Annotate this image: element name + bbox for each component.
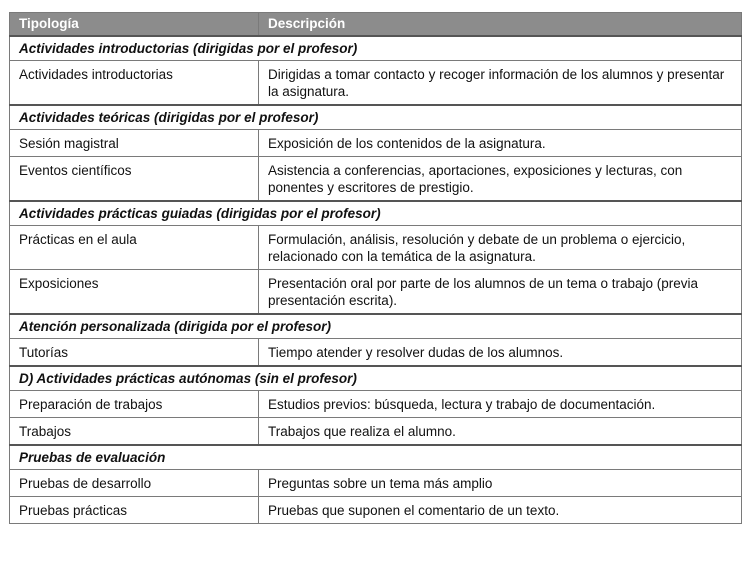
cell-tipologia: Pruebas prácticas xyxy=(10,497,259,524)
table-row xyxy=(10,270,742,315)
section-title: Atención personalizada (dirigida por el profesor) xyxy=(10,314,742,339)
cell-tipologia: Pruebas de desarrollo xyxy=(10,470,259,497)
table-row xyxy=(10,470,742,497)
section-title: Pruebas de evaluación xyxy=(10,445,742,470)
cell-tipologia: Actividades introductorias xyxy=(10,61,259,106)
cell-descripcion: Trabajos que realiza el alumno. xyxy=(259,418,742,446)
section-title: Actividades introductorias (dirigidas por el profesor) xyxy=(10,36,742,61)
cell-tipologia: Preparación de trabajos xyxy=(10,391,259,418)
cell-tipologia: Eventos científicos xyxy=(10,157,259,202)
cell-descripcion: Preguntas sobre un tema más amplio xyxy=(259,470,742,497)
activities-table-container xyxy=(9,12,741,524)
section-row xyxy=(10,36,742,61)
cell-descripcion: Exposición de los contenidos de la asignatura. xyxy=(259,130,742,157)
section-row xyxy=(10,314,742,339)
table-row xyxy=(10,391,742,418)
cell-tipologia: Prácticas en el aula xyxy=(10,226,259,270)
cell-tipologia: Sesión magistral xyxy=(10,130,259,157)
cell-tipologia: Trabajos xyxy=(10,418,259,446)
section-title: Actividades prácticas guiadas (dirigidas por el profesor) xyxy=(10,201,742,226)
cell-descripcion: Tiempo atender y resolver dudas de los alumnos. xyxy=(259,339,742,367)
activities-table xyxy=(9,12,742,524)
section-row xyxy=(10,201,742,226)
table-row xyxy=(10,226,742,270)
cell-descripcion: Pruebas que suponen el comentario de un texto. xyxy=(259,497,742,524)
table-row xyxy=(10,61,742,106)
header-row xyxy=(10,13,742,37)
cell-descripcion: Formulación, análisis, resolución y debate de un problema o ejercicio, relacionado con la temática de la asignatura. xyxy=(259,226,742,270)
table-row xyxy=(10,130,742,157)
cell-tipologia: Exposiciones xyxy=(10,270,259,315)
table-row xyxy=(10,497,742,524)
header-descripcion: Descripción xyxy=(259,13,742,37)
cell-descripcion: Dirigidas a tomar contacto y recoger información de los alumnos y presentar la asignatura. xyxy=(259,61,742,106)
section-title: Actividades teóricas (dirigidas por el profesor) xyxy=(10,105,742,130)
header-tipologia: Tipología xyxy=(10,13,259,37)
section-row xyxy=(10,105,742,130)
section-row xyxy=(10,366,742,391)
cell-descripcion: Presentación oral por parte de los alumnos de un tema o trabajo (previa presentación escrita). xyxy=(259,270,742,315)
table-row xyxy=(10,339,742,367)
cell-descripcion: Estudios previos: búsqueda, lectura y trabajo de documentación. xyxy=(259,391,742,418)
section-row xyxy=(10,445,742,470)
cell-descripcion: Asistencia a conferencias, aportaciones, exposiciones y lecturas, con ponentes y escritores de prestigio. xyxy=(259,157,742,202)
table-row xyxy=(10,418,742,446)
section-title: D) Actividades prácticas autónomas (sin el profesor) xyxy=(10,366,742,391)
cell-tipologia: Tutorías xyxy=(10,339,259,367)
table-row xyxy=(10,157,742,202)
